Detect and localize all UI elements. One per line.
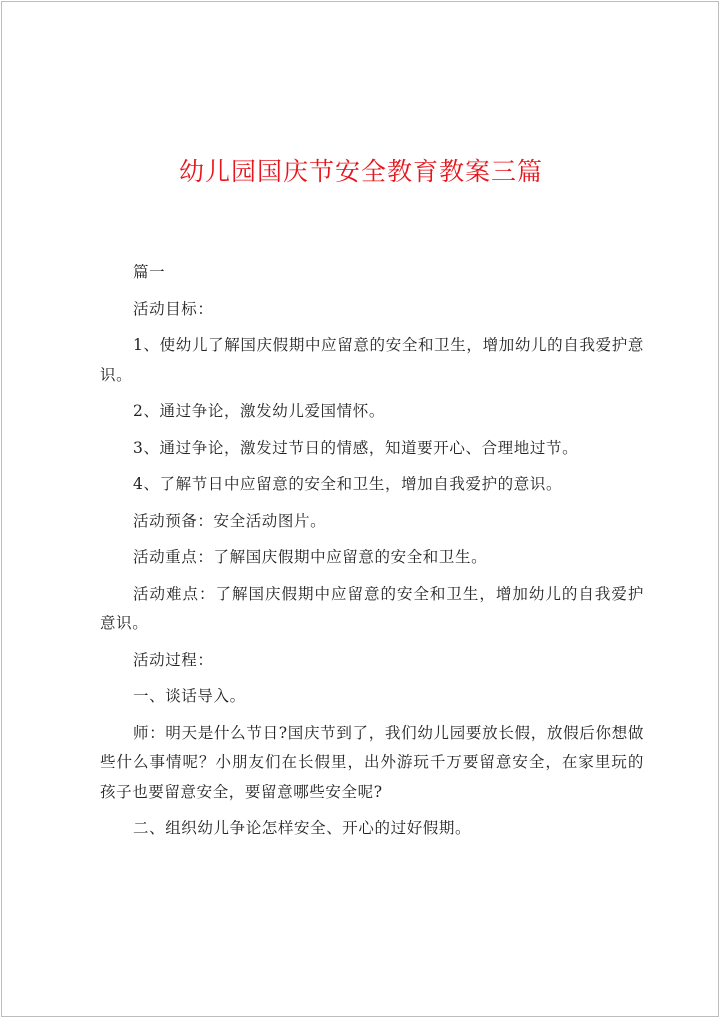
paragraph-step-2: 二、组织幼儿争论怎样安全、开心的过好假期。: [133, 819, 472, 837]
paragraph-difficulty: 活动难点：了解国庆假期中应留意的安全和卫生，增加幼儿的自我爱护意识。: [100, 584, 644, 632]
paragraph-activity-goals: 活动目标：: [133, 299, 214, 318]
paragraph-goal-2: 2、通过争论，激发幼儿爱国情怀。: [133, 402, 385, 420]
paragraph-step-1: 一、谈话导入。: [133, 687, 246, 705]
document-body: [100, 258, 644, 851]
section-heading: 篇一: [133, 263, 166, 281]
paragraph-teacher-dialogue: 师：明天是什么节日?国庆节到了，我们幼儿园要放长假，放假后你想做些什么事情呢？小朋友们在长假里，出外游玩千万要留意安全，在家里玩的孩子也要留意安全，要留意哪些安全呢?: [100, 723, 644, 801]
paragraph-goal-4: 4、了解节日中应留意的安全和卫生，增加自我爱护的意识。: [133, 475, 563, 493]
paragraph-goal-3: 3、通过争论，激发过节日的情感，知道要开心、合理地过节。: [133, 438, 579, 457]
paragraph-goal-1: 1、使幼儿了解国庆假期中应留意的安全和卫生，增加幼儿的自我爱护意识。: [100, 336, 644, 384]
paragraph-key-point: 活动重点：了解国庆假期中应留意的安全和卫生。: [133, 548, 488, 566]
paragraph-process: 活动过程：: [133, 650, 214, 669]
paragraph-preparation: 活动预备：安全活动图片。: [133, 511, 327, 530]
document-page: [1, 1, 719, 1017]
document-title: 幼儿园国庆节安全教育教案三篇: [178, 157, 543, 186]
